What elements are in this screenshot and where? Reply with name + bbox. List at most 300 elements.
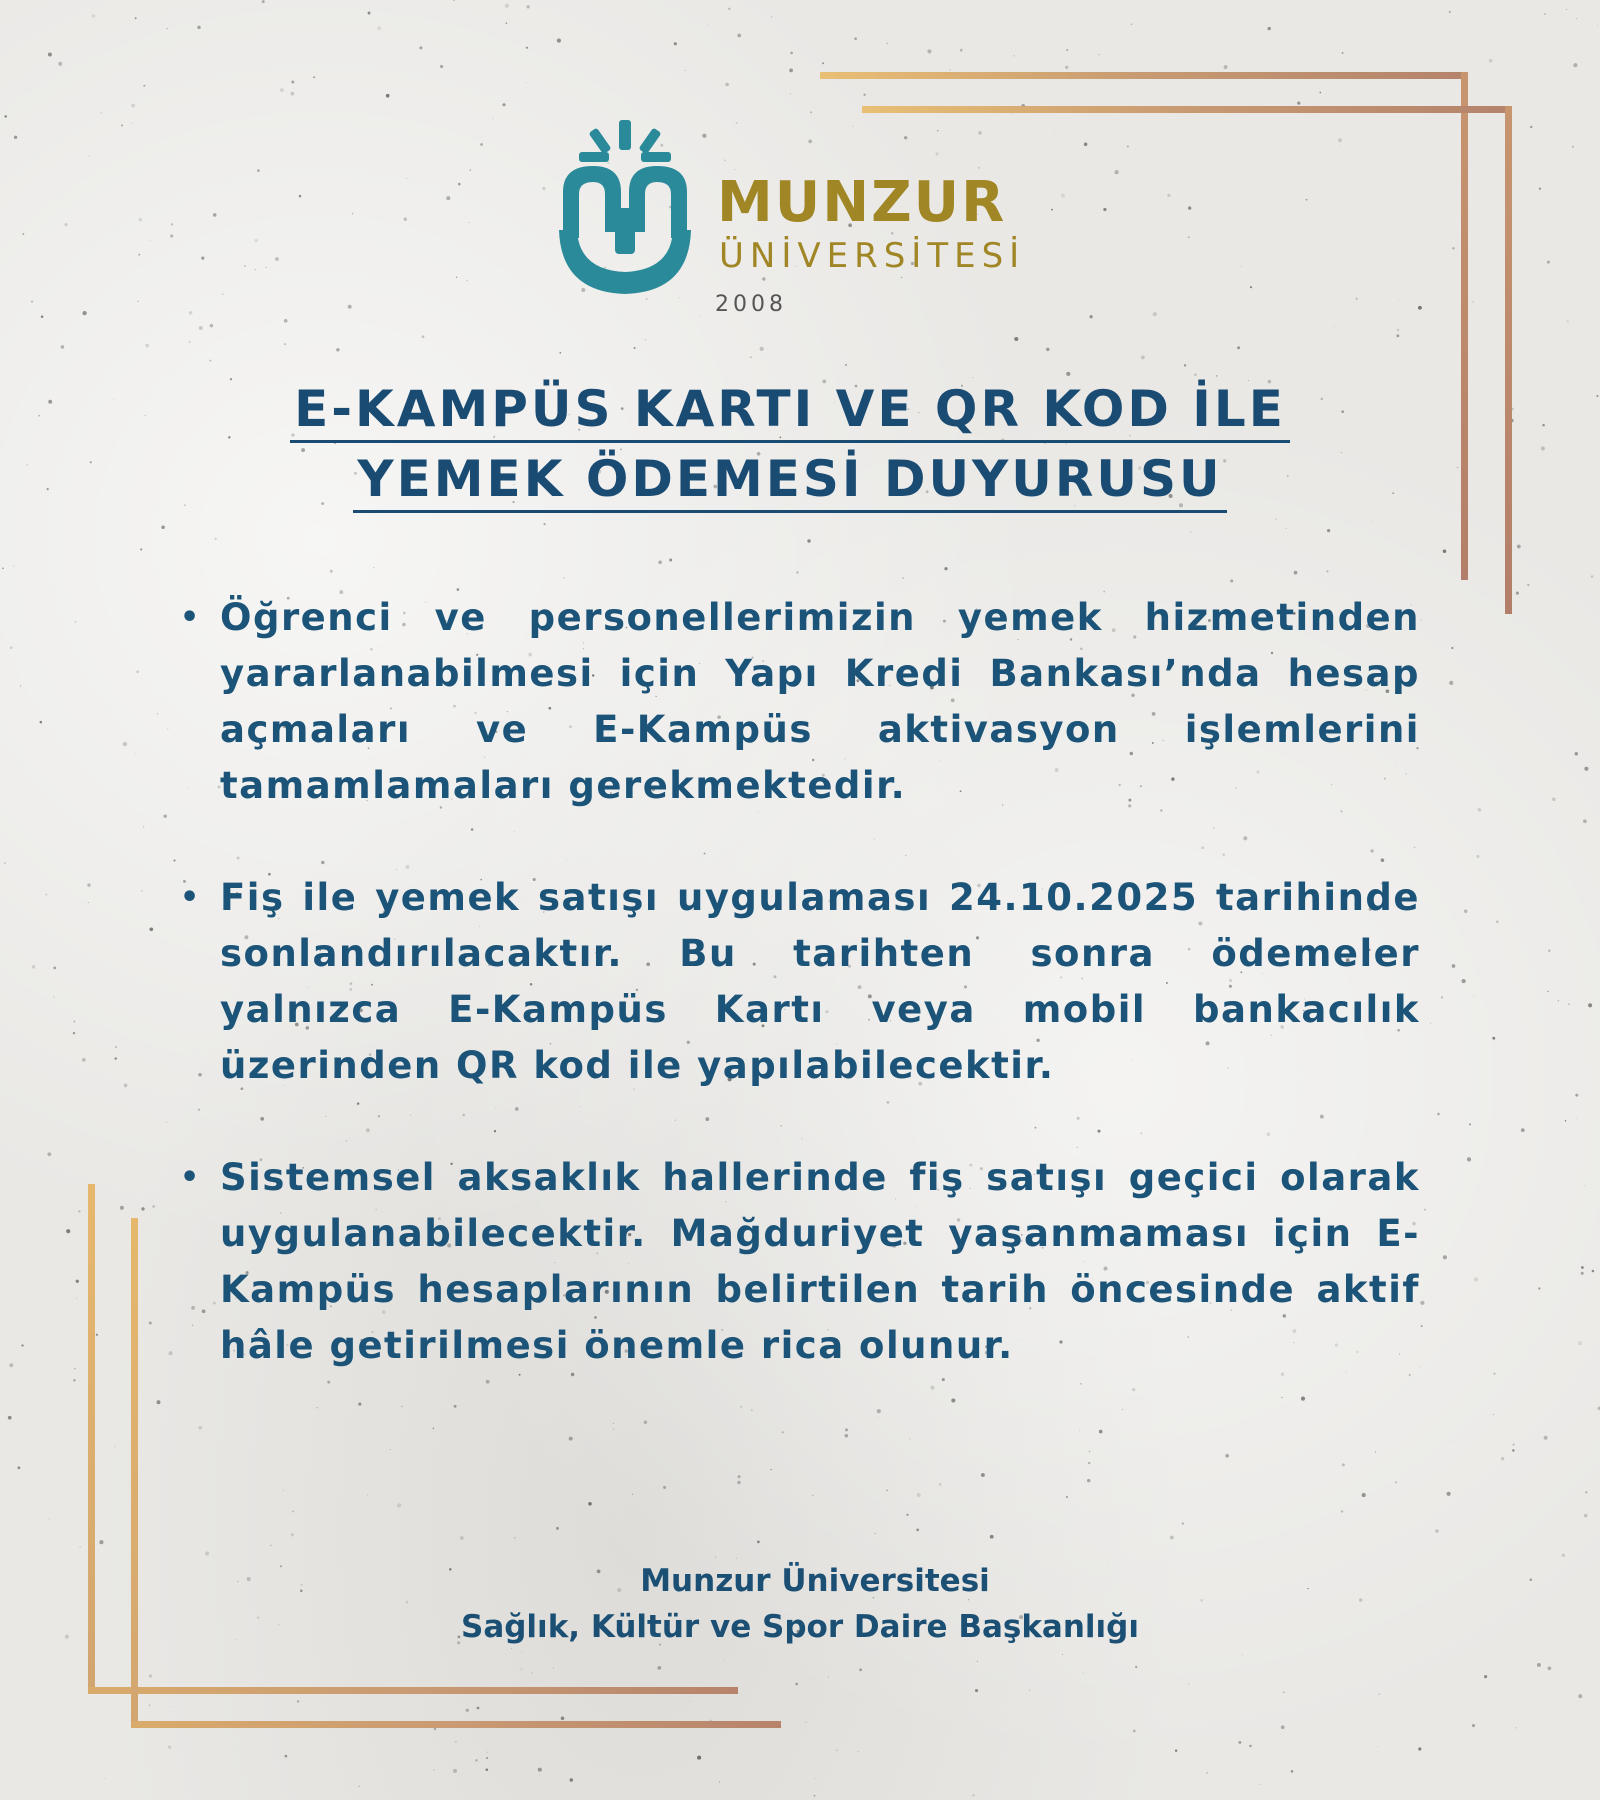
speckle-dot xyxy=(902,577,904,579)
speckle-dot xyxy=(466,1709,469,1712)
speckle-dot xyxy=(100,112,102,114)
speckle-dot xyxy=(47,488,49,490)
bullet-item-system-failure: • Sistemsel aksaklık hallerinde fiş satışı geçici olarak uygulanabilecektir. Mağduriyet yaşanmaması için E-Kampüs hesaplarının belirtilen tarih öncesinde aktif hâle getirilmesi önemle rica olunur. xyxy=(180,1150,1420,1374)
speckle-dot xyxy=(1566,9,1567,10)
speckle-dot xyxy=(1467,1157,1471,1161)
speckle-dot xyxy=(475,1759,477,1761)
speckle-dot xyxy=(863,94,865,96)
speckle-dot xyxy=(170,1706,171,1707)
speckle-dot xyxy=(1521,1128,1525,1132)
speckle-dot xyxy=(1089,1451,1091,1453)
speckle-dot xyxy=(141,890,143,892)
speckle-dot xyxy=(453,0,455,1)
speckle-dot xyxy=(1452,964,1456,968)
speckle-dot xyxy=(255,239,259,243)
speckle-dot xyxy=(542,187,545,190)
speckle-dot xyxy=(173,859,175,861)
speckle-dot xyxy=(377,27,380,30)
speckle-dot xyxy=(291,80,294,83)
speckle-dot xyxy=(822,62,824,64)
speckle-dot xyxy=(10,646,13,649)
speckle-dot xyxy=(47,1152,51,1156)
speckle-dot xyxy=(1584,1514,1588,1518)
speckle-dot xyxy=(1585,1491,1587,1493)
speckle-dot xyxy=(789,69,793,73)
speckle-dot xyxy=(1584,767,1588,771)
speckle-dot xyxy=(525,82,526,83)
speckle-dot xyxy=(1575,752,1579,756)
speckle-dot xyxy=(1539,188,1541,190)
speckle-dot xyxy=(41,315,44,318)
speckle-dot xyxy=(1548,1666,1552,1670)
speckle-dot xyxy=(145,415,146,416)
speckle-dot xyxy=(1527,584,1529,586)
speckle-dot xyxy=(1062,1654,1063,1655)
speckle-dot xyxy=(205,1552,209,1556)
speckle-dot xyxy=(406,178,407,179)
speckle-dot xyxy=(166,1122,167,1123)
speckle-dot xyxy=(1558,1000,1560,1002)
speckle-dot xyxy=(1565,1120,1567,1122)
speckle-dot xyxy=(1088,1462,1090,1464)
speckle-dot xyxy=(845,1434,848,1437)
speckle-dot xyxy=(115,1057,117,1059)
speckle-dot xyxy=(157,713,158,714)
speckle-dot xyxy=(977,1661,978,1662)
speckle-dot xyxy=(53,996,54,997)
speckle-dot xyxy=(556,1527,559,1530)
speckle-dot xyxy=(1513,1444,1515,1446)
speckle-dot xyxy=(147,704,148,705)
speckle-dot xyxy=(99,1540,103,1544)
speckle-dot xyxy=(1319,92,1321,94)
speckle-dot xyxy=(1133,1730,1136,1733)
speckle-dot xyxy=(92,14,95,17)
munzur-logo-mark-icon xyxy=(555,120,695,295)
speckle-dot xyxy=(352,213,354,215)
speckle-dot xyxy=(76,1280,79,1283)
speckle-dot xyxy=(1596,395,1598,397)
speckle-dot xyxy=(916,1529,919,1532)
speckle-dot xyxy=(1421,619,1423,621)
speckle-dot xyxy=(270,1545,271,1546)
speckle-dot xyxy=(1496,920,1499,923)
speckle-dot xyxy=(1443,1255,1447,1259)
speckle-dot xyxy=(283,1490,284,1491)
speckle-dot xyxy=(1216,375,1218,377)
speckle-dot xyxy=(1477,808,1481,812)
speckle-dot xyxy=(96,1334,98,1336)
speckle-dot xyxy=(1047,14,1048,15)
speckle-dot xyxy=(1297,102,1300,105)
speckle-dot xyxy=(440,65,443,68)
speckle-dot xyxy=(1473,996,1474,997)
speckle-dot xyxy=(960,49,963,52)
speckle-dot xyxy=(373,567,374,568)
speckle-dot xyxy=(58,62,62,66)
speckle-dot xyxy=(434,1728,436,1730)
speckle-dot xyxy=(486,1757,488,1759)
speckle-dot xyxy=(1583,819,1587,823)
speckle-dot xyxy=(48,400,52,404)
speckle-dot xyxy=(538,1768,542,1772)
speckle-dot xyxy=(1338,138,1342,142)
speckle-dot xyxy=(291,1533,294,1536)
speckle-dot xyxy=(858,1751,859,1752)
speckle-dot xyxy=(506,22,508,24)
speckle-dot xyxy=(1469,1123,1471,1125)
speckle-dot xyxy=(505,4,509,8)
speckle-dot xyxy=(645,339,646,340)
speckle-dot xyxy=(1334,326,1335,327)
speckle-dot xyxy=(1451,647,1453,649)
speckle-dot xyxy=(113,399,114,400)
speckle-dot xyxy=(1501,1457,1504,1460)
speckle-dot xyxy=(849,1684,850,1685)
speckle-dot xyxy=(634,347,636,349)
logo-wordmark: MUNZUR xyxy=(717,170,1007,235)
speckle-dot xyxy=(170,234,173,237)
speckle-dot xyxy=(757,1541,760,1544)
speckle-dot xyxy=(1065,66,1068,69)
frame-bottom-inner-line xyxy=(131,1721,781,1728)
speckle-dot xyxy=(1268,27,1271,30)
speckle-dot xyxy=(1061,194,1065,198)
speckle-dot xyxy=(419,46,422,49)
speckle-dot xyxy=(480,143,483,146)
speckle-dot xyxy=(1135,1666,1137,1668)
speckle-dot xyxy=(733,1669,734,1670)
speckle-dot xyxy=(1544,1436,1548,1440)
speckle-dot xyxy=(466,280,467,281)
speckle-dot xyxy=(1578,1694,1582,1698)
signature-block xyxy=(0,1558,1600,1650)
speckle-dot xyxy=(140,548,142,550)
speckle-dot xyxy=(149,1322,152,1325)
speckle-dot xyxy=(1184,364,1186,366)
speckle-dot xyxy=(17,1466,20,1469)
speckle-dot xyxy=(1447,1492,1451,1496)
speckle-dot xyxy=(1175,1750,1177,1752)
speckle-dot xyxy=(49,1518,50,1519)
speckle-dot xyxy=(458,183,461,186)
speckle-dot xyxy=(1597,25,1598,26)
speckle-dot xyxy=(1552,797,1556,801)
speckle-dot xyxy=(815,1778,816,1779)
speckle-dot xyxy=(981,1473,985,1477)
speckle-dot xyxy=(64,223,67,226)
speckle-dot xyxy=(262,0,265,3)
speckle-dot xyxy=(1573,63,1577,67)
speckle-dot xyxy=(539,1775,540,1776)
speckle-dot xyxy=(123,742,127,746)
speckle-dot xyxy=(74,621,76,623)
speckle-dot xyxy=(1098,54,1099,55)
speckle-dot xyxy=(990,1535,994,1539)
speckle-dot xyxy=(1141,356,1145,360)
speckle-dot xyxy=(1581,1272,1584,1275)
speckle-dot xyxy=(336,348,339,351)
speckle-dot xyxy=(737,1481,740,1484)
speckle-dot xyxy=(1089,315,1092,318)
speckle-dot xyxy=(526,5,529,8)
speckle-dot xyxy=(1327,529,1330,532)
speckle-dot xyxy=(131,104,135,108)
speckle-dot xyxy=(1237,346,1240,349)
speckle-dot xyxy=(152,1205,155,1208)
speckle-dot xyxy=(927,49,931,53)
speckle-dot xyxy=(1371,521,1372,522)
speckle-dot xyxy=(790,52,793,55)
speckle-dot xyxy=(1087,1479,1091,1483)
speckle-dot xyxy=(1575,1094,1578,1097)
speckle-dot xyxy=(1014,55,1015,56)
speckle-dot xyxy=(790,93,792,95)
speckle-dot xyxy=(275,257,279,261)
speckle-dot xyxy=(21,1344,23,1346)
speckle-dot xyxy=(1418,306,1422,310)
speckle-dot xyxy=(1530,126,1532,128)
speckle-dot xyxy=(1066,443,1067,444)
speckle-dot xyxy=(1283,1691,1285,1693)
speckle-dot xyxy=(1572,146,1574,148)
speckle-dot xyxy=(1286,528,1287,529)
speckle-dot xyxy=(1475,932,1476,933)
speckle-dot xyxy=(1188,206,1191,209)
speckle-dot xyxy=(564,577,565,578)
speckle-dot xyxy=(1225,1454,1229,1458)
speckle-dot xyxy=(1443,550,1446,553)
speckle-dot xyxy=(854,37,857,40)
speckle-dot xyxy=(1581,1266,1584,1269)
speckle-dot xyxy=(1515,1727,1517,1729)
speckle-dot xyxy=(570,1778,573,1781)
speckle-dot xyxy=(83,311,87,315)
speckle-dot xyxy=(1012,114,1013,115)
speckle-dot xyxy=(90,461,92,463)
speckle-dot xyxy=(78,1210,81,1213)
speckle-dot xyxy=(1131,23,1132,24)
speckle-dot xyxy=(674,42,677,45)
speckle-dot xyxy=(73,1379,75,1381)
speckle-dot xyxy=(515,1526,516,1527)
speckle-dot xyxy=(149,927,153,931)
speckle-dot xyxy=(738,1475,741,1478)
speckle-dot xyxy=(493,118,494,119)
speckle-dot xyxy=(1547,991,1548,992)
speckle-dot xyxy=(2,568,4,570)
frame-left-inner-line xyxy=(131,1218,138,1728)
speckle-dot xyxy=(285,1755,288,1758)
speckle-dot xyxy=(812,1495,813,1496)
speckle-dot xyxy=(1457,467,1458,468)
speckle-dot xyxy=(750,356,752,358)
speckle-dot xyxy=(1238,1741,1241,1744)
speckle-dot xyxy=(1377,1746,1378,1747)
speckle-dot xyxy=(1492,1037,1495,1040)
speckle-dot xyxy=(477,1707,480,1710)
speckle-dot xyxy=(135,17,137,19)
speckle-dot xyxy=(531,1672,533,1674)
speckle-dot xyxy=(1576,1118,1577,1119)
speckle-dot xyxy=(470,169,471,170)
speckle-dot xyxy=(1538,1287,1540,1289)
speckle-dot xyxy=(685,70,686,71)
speckle-dot xyxy=(561,1717,565,1721)
speckle-dot xyxy=(1588,1003,1592,1007)
speckle-dot xyxy=(167,728,168,729)
speckle-dot xyxy=(1476,855,1479,858)
speckle-dot xyxy=(299,195,302,198)
speckle-dot xyxy=(73,1032,75,1034)
speckle-dot xyxy=(164,815,167,818)
speckle-dot xyxy=(1516,592,1519,595)
title-line-1-text: E-KAMPÜS KARTI VE QR KOD İLE xyxy=(290,380,1290,443)
speckle-dot xyxy=(257,169,260,172)
speckle-dot xyxy=(828,1676,829,1677)
bullet-item-voucher-end: • Fiş ile yemek satışı uygulaması 24.10.2025 tarihinde sonlandırılacaktır. Bu tarihten sonra ödemeler yalnızca E-Kampüs Kartı veya mobil bankacılık üzerinden QR kod ile yapılabilecektir. xyxy=(180,870,1420,1094)
speckle-dot xyxy=(1562,1554,1565,1557)
speckle-dot xyxy=(222,294,223,295)
speckle-dot xyxy=(1437,1113,1440,1116)
speckle-dot xyxy=(1342,1463,1345,1466)
speckle-dot xyxy=(1375,1452,1376,1453)
frame-bottom-outer-line xyxy=(88,1687,738,1694)
speckle-dot xyxy=(520,1668,522,1670)
title-line-2-text: YEMEK ÖDEMESİ DUYURUSU xyxy=(353,450,1226,513)
speckle-dot xyxy=(1342,52,1344,54)
speckle-dot xyxy=(845,364,847,366)
speckle-dot xyxy=(559,352,561,354)
speckle-dot xyxy=(906,1514,908,1516)
speckle-dot xyxy=(1421,1325,1423,1327)
speckle-dot xyxy=(514,1537,516,1539)
speckle-dot xyxy=(1190,531,1192,533)
speckle-dot xyxy=(422,335,425,338)
speckle-dot xyxy=(972,377,973,378)
speckle-dot xyxy=(141,1207,144,1210)
speckle-dot xyxy=(1547,261,1550,264)
announcement-title-line-1 xyxy=(180,380,1400,443)
speckle-dot xyxy=(456,277,457,278)
speckle-dot xyxy=(1418,1747,1421,1750)
speckle-dot xyxy=(1188,1684,1189,1685)
speckle-dot xyxy=(1420,1301,1424,1305)
speckle-dot xyxy=(61,345,65,349)
speckle-dot xyxy=(526,47,528,49)
speckle-dot xyxy=(859,1668,862,1671)
speckle-dot xyxy=(45,893,47,895)
speckle-dot xyxy=(1066,372,1070,376)
speckle-dot xyxy=(1356,298,1358,300)
speckle-dot xyxy=(143,85,145,87)
speckle-dot xyxy=(145,344,149,348)
speckle-dot xyxy=(658,561,662,565)
speckle-dot xyxy=(1341,1510,1343,1512)
speckle-dot xyxy=(1182,1522,1184,1524)
speckle-dot xyxy=(553,1668,554,1669)
speckle-dot xyxy=(1574,476,1575,477)
speckle-dot xyxy=(1537,1663,1541,1667)
frame-top-outer-line xyxy=(820,72,1468,79)
speckle-dot xyxy=(143,826,144,827)
bullet-item-account: • Öğrenci ve personellerimizin yemek hizmetinden yararlanabilmesi için Yapı Kredi Bankası’nda hesap açmaları ve E-Kampüs aktivasyon işlemlerini tamamlamaları gerekmektedir. xyxy=(180,590,1420,814)
speckle-dot xyxy=(1275,518,1276,519)
speckle-dot xyxy=(1224,65,1228,69)
speckle-dot xyxy=(1066,1496,1068,1498)
speckle-dot xyxy=(453,1769,457,1773)
speckle-dot xyxy=(487,1751,489,1753)
speckle-dot xyxy=(782,1431,784,1433)
speckle-dot xyxy=(53,967,56,970)
speckle-dot xyxy=(297,1700,299,1702)
speckle-dot xyxy=(404,218,407,221)
speckle-dot xyxy=(330,570,333,573)
speckle-dot xyxy=(1424,1209,1426,1211)
speckle-dot xyxy=(137,301,138,302)
frame-top-inner-line xyxy=(862,106,1512,113)
speckle-dot xyxy=(455,1741,457,1743)
speckle-dot xyxy=(468,222,469,223)
speckle-dot xyxy=(1230,579,1233,582)
speckle-dot xyxy=(284,343,286,345)
speckle-dot xyxy=(171,223,173,225)
speckle-dot xyxy=(944,567,947,570)
speckle-dot xyxy=(161,526,165,530)
speckle-dot xyxy=(588,1502,592,1506)
speckle-dot xyxy=(1242,1655,1243,1656)
speckle-dot xyxy=(728,8,730,10)
speckle-dot xyxy=(368,12,371,15)
speckle-dot xyxy=(796,571,798,573)
speckle-dot xyxy=(1294,571,1298,575)
speckle-dot xyxy=(255,269,257,271)
speckle-dot xyxy=(1484,1675,1487,1678)
speckle-dot xyxy=(26,464,28,466)
speckle-dot xyxy=(1194,373,1197,376)
speckle-dot xyxy=(1396,334,1399,337)
speckle-dot xyxy=(31,301,33,303)
speckle-dot xyxy=(1541,447,1545,451)
speckle-dot xyxy=(975,1689,978,1692)
speckle-dot xyxy=(291,92,295,96)
speckle-dot xyxy=(1542,424,1544,426)
speckle-dot xyxy=(114,1446,115,1447)
speckle-dot xyxy=(1493,1414,1494,1415)
speckle-dot xyxy=(209,360,211,362)
speckle-dot xyxy=(917,1493,921,1497)
speckle-dot xyxy=(1544,13,1546,15)
speckle-dot xyxy=(397,1503,401,1507)
speckle-dot xyxy=(770,1469,771,1470)
speckle-dot xyxy=(20,685,21,686)
speckle-dot xyxy=(725,83,729,87)
speckle-dot xyxy=(1592,1270,1595,1273)
speckle-dot xyxy=(1170,1536,1174,1540)
speckle-dot xyxy=(1397,329,1399,331)
speckle-dot xyxy=(13,566,14,567)
speckle-dot xyxy=(199,326,203,330)
speckle-dot xyxy=(1084,561,1085,562)
speckle-dot xyxy=(5,115,7,117)
speckle-dot xyxy=(972,1794,975,1797)
speckle-dot xyxy=(1167,194,1170,197)
speckle-dot xyxy=(215,538,217,540)
speckle-dot xyxy=(386,94,390,98)
speckle-dot xyxy=(669,559,672,562)
speckle-dot xyxy=(1493,1373,1495,1375)
speckle-dot xyxy=(1046,348,1049,351)
